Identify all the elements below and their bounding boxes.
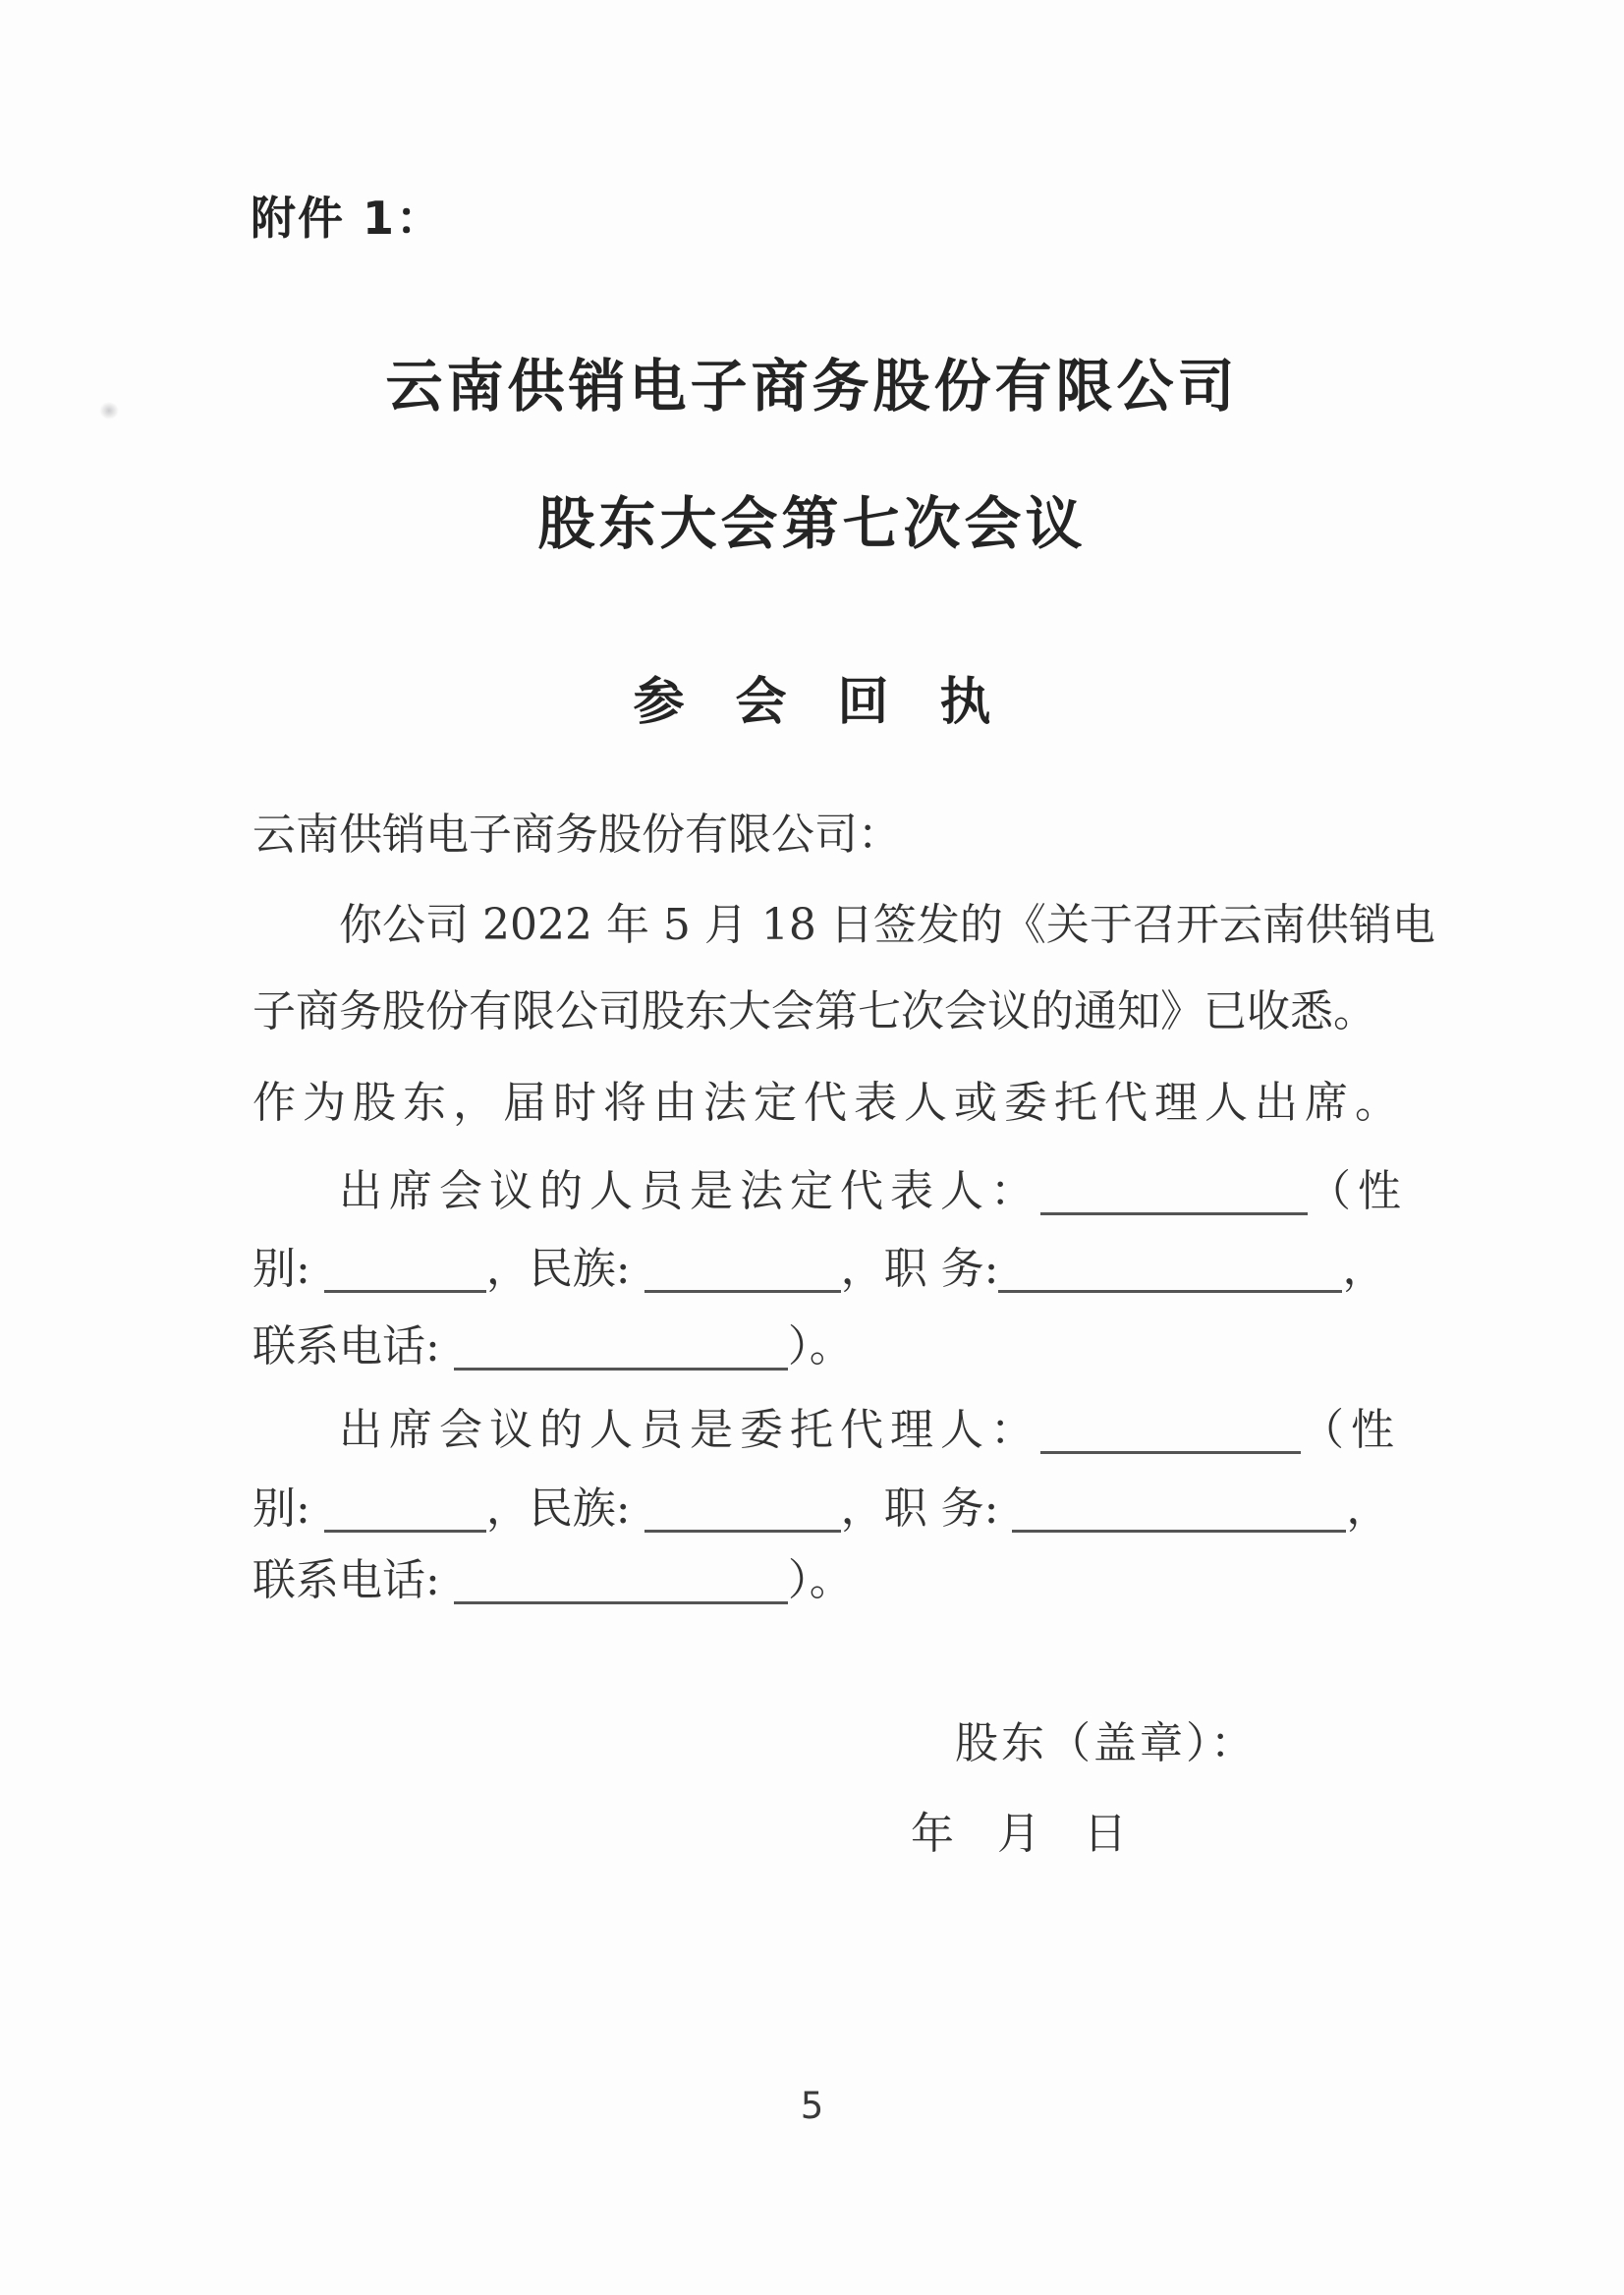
notice-line-2 xyxy=(252,982,1481,1041)
form-text: 联系电话: xyxy=(252,1321,454,1371)
form-text: 作为股东，届时将由法定代表人或委托代理人出席。 xyxy=(252,1078,1405,1128)
form-text: ， xyxy=(1342,1244,1386,1294)
proxy-phone-line xyxy=(252,1551,1481,1610)
form-text: 别: xyxy=(252,1244,324,1294)
form-text: 别: xyxy=(252,1483,324,1534)
proxy-line xyxy=(252,1401,1567,1460)
blank-fill-line xyxy=(1040,1435,1301,1454)
form-text: 联系电话: xyxy=(252,1555,454,1605)
form-text: 出席会议的人员是委托代理人： xyxy=(339,1405,1040,1455)
form-text: 你公司 2022 年 5 月 18 日签发的《关于召开云南供销电 xyxy=(339,900,1435,950)
blank-fill-line xyxy=(1040,1197,1308,1215)
blank-fill-line xyxy=(454,1586,788,1604)
legal-rep-details-line xyxy=(252,1240,1481,1299)
page-number: 5 xyxy=(800,2085,824,2127)
form-text: ）。 xyxy=(787,1321,853,1371)
form-text: ）。 xyxy=(787,1555,853,1605)
form-text: ，职 务: xyxy=(840,1483,1013,1534)
attachment-label: 附件 1： xyxy=(251,192,444,245)
shareholder-seal-label: 股东（盖章）： xyxy=(955,1718,1257,1768)
form-text: 子商务股份有限公司股东大会第七次会议的通知》已收悉。 xyxy=(252,986,1376,1036)
blank-fill-line xyxy=(324,1514,486,1533)
notice-line-1 xyxy=(252,896,1567,955)
form-text: ，民族: xyxy=(485,1483,644,1534)
blank-fill-line xyxy=(998,1274,1342,1293)
blank-fill-line xyxy=(324,1274,486,1293)
date-line: 年 月 日 xyxy=(911,1809,1127,1859)
document-title-company: 云南供销电子商务股份有限公司 xyxy=(385,353,1239,420)
form-text: ，民族: xyxy=(485,1244,644,1294)
blank-fill-line xyxy=(454,1352,788,1371)
blank-fill-line xyxy=(644,1274,841,1293)
form-text: （性 xyxy=(1308,1166,1408,1216)
legal-rep-line xyxy=(252,1162,1567,1221)
notice-line-3 xyxy=(252,1074,1481,1133)
blank-fill-line xyxy=(1012,1514,1346,1533)
legal-rep-phone-line xyxy=(252,1317,1481,1376)
form-text: （性 xyxy=(1301,1405,1401,1455)
proxy-details-line xyxy=(252,1480,1481,1539)
form-text: ， xyxy=(1346,1483,1390,1534)
salutation-line xyxy=(252,806,1481,865)
form-text: 云南供销电子商务股份有限公司： xyxy=(252,810,901,860)
blank-fill-line xyxy=(644,1514,841,1533)
document-title-meeting: 股东大会第七次会议 xyxy=(537,490,1087,557)
form-text: 出席会议的人员是法定代表人： xyxy=(339,1166,1040,1216)
document-subtitle-reply-slip: 参 会 回 执 xyxy=(633,672,991,732)
form-text: ，职 务: xyxy=(840,1244,999,1294)
